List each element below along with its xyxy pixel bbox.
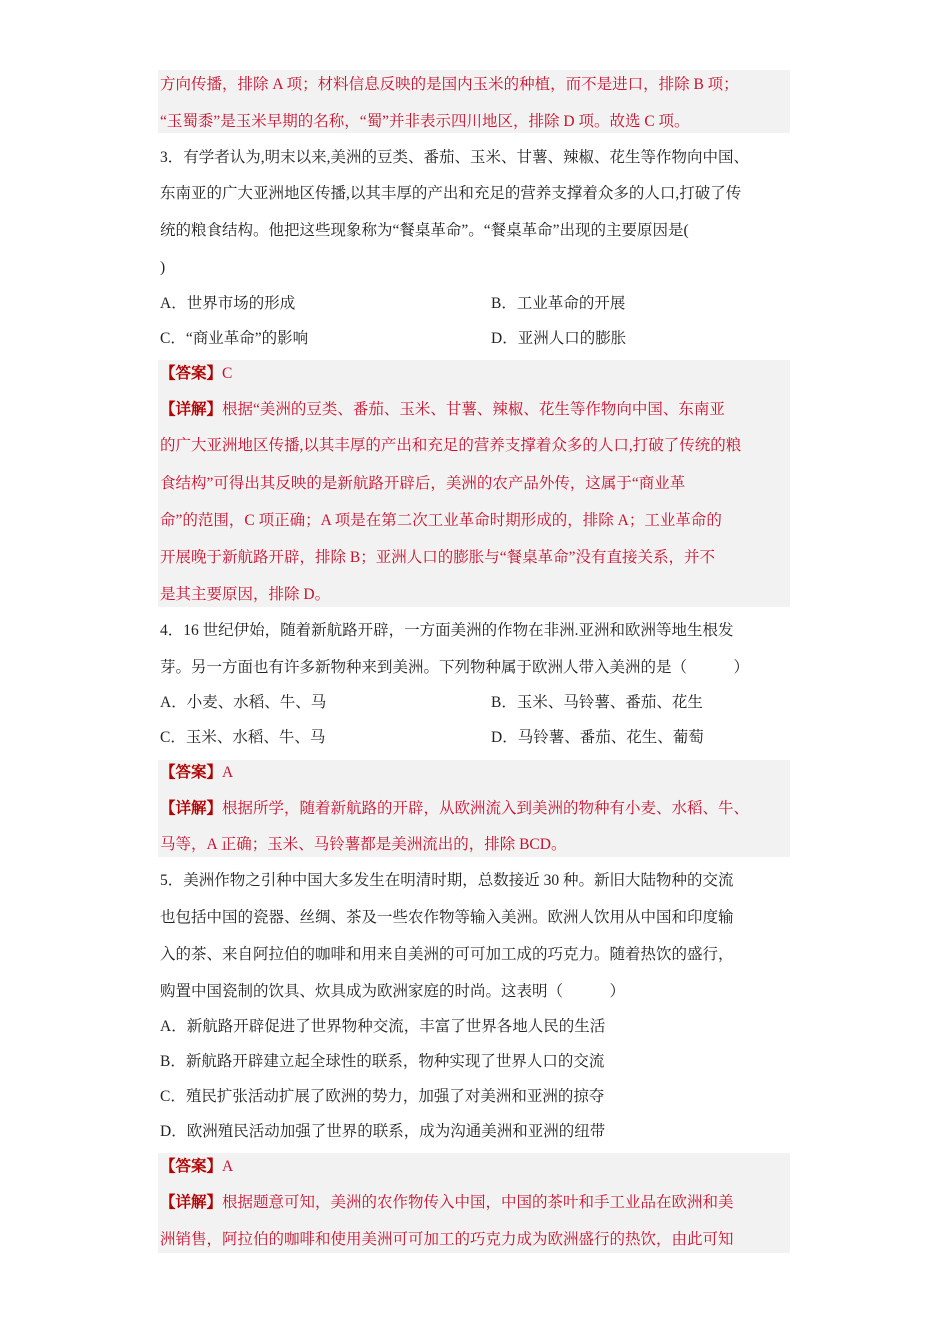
question-3-stem: 东南亚的广大亚洲地区传播,以其丰厚的产出和充足的营养支撑着众多的人口,打破了传 <box>160 185 742 202</box>
explanation-line: 命”的范围，C 项正确；A 项是在第二次工业革命时期形成的，排除 A；工业革命的 <box>160 512 722 529</box>
option-d: D．马铃薯、番茄、花生、葡萄 <box>491 729 704 746</box>
explanation-line: 马等，A 正确；玉米、马铃薯都是美洲流出的，排除 BCD。 <box>160 836 567 853</box>
option-c: C．“商业革命”的影响 <box>160 330 309 347</box>
option-c: C．殖民扩张活动扩展了欧洲的势力，加强了对美洲和亚洲的掠夺 <box>160 1088 605 1105</box>
explanation-text: 根据所学，随着新航路的开辟，从欧洲流入到美洲的物种有小麦、水稻、牛、 <box>222 800 750 817</box>
option-b: B．玉米、马铃薯、番茄、花生 <box>491 694 703 711</box>
explain-label: 【详解】 <box>160 800 223 817</box>
question-5-stem: 入的茶、来自阿拉伯的咖啡和用来自美洲的可可加工成的巧克力。随着热饮的盛行， <box>160 946 734 963</box>
explanation-line <box>160 400 725 420</box>
explanation-line: 食结构”可得出其反映的是新航路开辟后，美洲的农产品外传，这属于“商业革 <box>160 475 686 492</box>
explain-label: 【详解】 <box>160 1194 223 1211</box>
answer-label: 【答案】 <box>160 1158 223 1175</box>
question-4-stem: 芽。另一方面也有许多新物种来到美洲。下列物种属于欧洲人带入美洲的是（ ） <box>160 659 750 676</box>
option-b: B．工业革命的开展 <box>491 295 626 312</box>
explain-label: 【详解】 <box>160 401 223 418</box>
explanation-line <box>160 799 749 819</box>
option-c: C．玉米、水稻、牛、马 <box>160 729 326 746</box>
answer-line <box>160 364 232 384</box>
answer-line <box>160 763 233 783</box>
explanation-line: 方向传播，排除 A 项；材料信息反映的是国内玉米的种植，而不是进口，排除 B 项； <box>160 76 739 93</box>
explanation-line: 洲销售，阿拉伯的咖啡和使用美洲可可加工的巧克力成为欧洲盛行的热饮，由此可知 <box>160 1231 734 1248</box>
option-a: A．小麦、水稻、牛、马 <box>160 694 327 711</box>
question-5-stem: 购置中国瓷制的饮具、炊具成为欧洲家庭的时尚。这表明（ ） <box>160 983 626 1000</box>
option-a: A．世界市场的形成 <box>160 295 296 312</box>
option-a: A．新航路开辟促进了世界物种交流，丰富了世界各地人民的生活 <box>160 1018 606 1035</box>
answer-label: 【答案】 <box>160 365 223 382</box>
option-d: D．欧洲殖民活动加强了世界的联系，成为沟通美洲和亚洲的纽带 <box>160 1123 606 1140</box>
answer-value: A <box>222 764 234 781</box>
answer-value: C <box>222 365 233 382</box>
answer-label: 【答案】 <box>160 764 223 781</box>
explanation-line: 的广大亚洲地区传播,以其丰厚的产出和充足的营养支撑着众多的人口,打破了传统的粮 <box>160 437 742 454</box>
explanation-line: 是其主要原因，排除 D。 <box>160 586 331 603</box>
option-b: B．新航路开辟建立起全球性的联系，物种实现了世界人口的交流 <box>160 1053 605 1070</box>
answer-value: A <box>222 1158 234 1175</box>
question-5-stem: 5．美洲作物之引种中国大多发生在明清时期，总数接近 30 种。新旧大陆物种的交流 <box>160 872 734 889</box>
question-3-stem: 3．有学者认为,明末以来,美洲的豆类、番茄、玉米、甘薯、辣椒、花生等作物向中国、 <box>160 149 750 166</box>
question-4-stem: 4．16 世纪伊始，随着新航路开辟，一方面美洲的作物在非洲.亚洲和欧洲等地生根发 <box>160 622 734 639</box>
explanation-line <box>160 1193 734 1213</box>
explanation-line: 开展晚于新航路开辟，排除 B；亚洲人口的膨胀与“餐桌革命”没有直接关系，并不 <box>160 549 715 566</box>
explanation-text: 根据题意可知，美洲的农作物传入中国，中国的茶叶和手工业品在欧洲和美 <box>222 1194 734 1211</box>
question-5-stem: 也包括中国的瓷器、丝绸、茶及一些农作物等输入美洲。欧洲人饮用从中国和印度输 <box>160 909 734 926</box>
answer-line <box>160 1157 233 1177</box>
question-3-stem: 统的粮食结构。他把这些现象称为“餐桌革命”。“餐桌革命”出现的主要原因是( <box>160 222 689 239</box>
explanation-line: “玉蜀黍”是玉米早期的名称，“蜀”并非表示四川地区，排除 D 项。故选 C 项。 <box>160 113 690 130</box>
question-3-stem: ) <box>160 259 166 276</box>
option-d: D．亚洲人口的膨胀 <box>491 330 627 347</box>
explanation-text: 根据“美洲的豆类、番茄、玉米、甘薯、辣椒、花生等作物向中国、东南亚 <box>222 401 725 418</box>
